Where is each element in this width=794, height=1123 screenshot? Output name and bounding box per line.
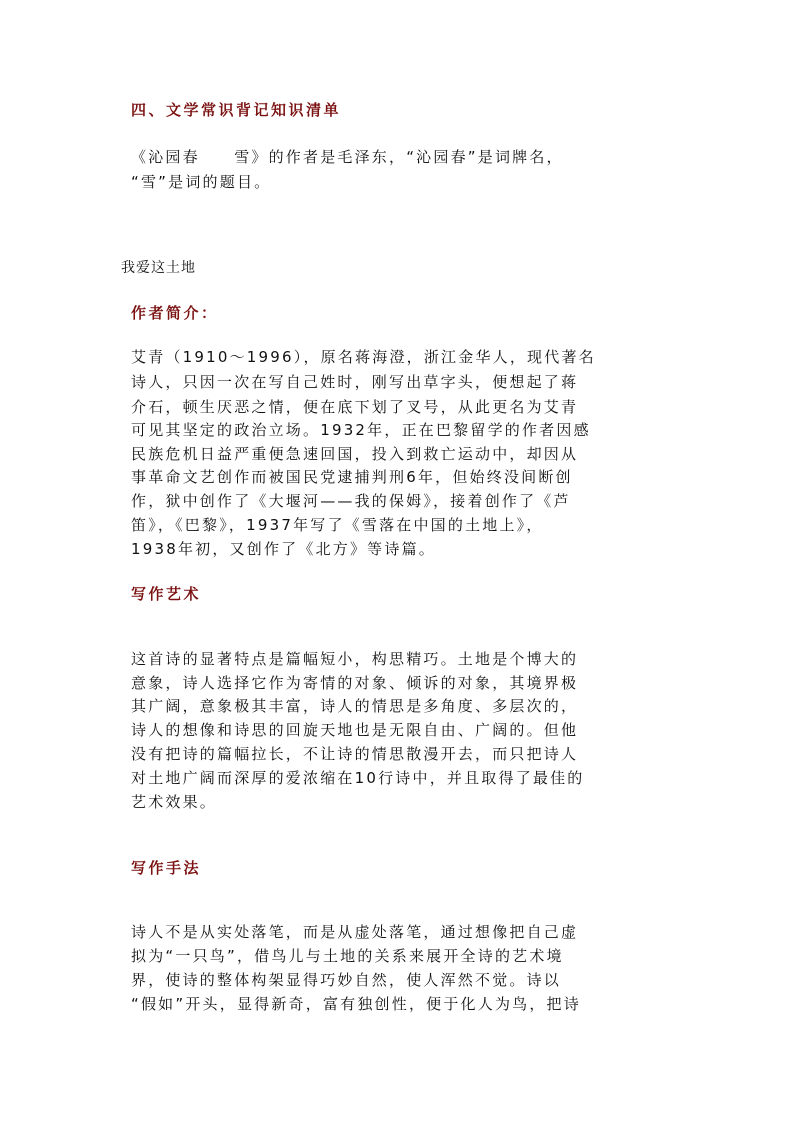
paragraph-line: 民族危机日益严重便急速回国，投入到救亡运动中，却因从 — [131, 445, 579, 463]
paragraph-line: 这首诗的显著特点是篇幅短小，构思精巧。土地是个博大的 — [131, 650, 579, 668]
paragraph-line: 意象，诗人选择它作为寄情的对象、倾诉的对象，其境界极 — [131, 674, 579, 692]
paragraph-line: 事革命文艺创作而被国民党逮捕判刑6年，但始终没间断创 — [131, 468, 573, 486]
paragraph-line: 《沁园春 雪》的作者是毛泽东，“沁园春”是词牌名， — [131, 148, 564, 166]
section-heading-literary-knowledge: 四、文学常识背记知识清单 — [131, 101, 342, 119]
paragraph-line: 可见其坚定的政治立场。1932年，正在巴黎留学的作者因感 — [131, 421, 591, 439]
paragraph-line: 诗人的想像和诗思的回旋天地也是无限自由、广阔的。但他 — [131, 721, 579, 739]
paragraph-line: 1938年初，又创作了《北方》等诗篇。 — [131, 540, 436, 558]
section-heading-writing-art: 写作艺术 — [131, 585, 202, 603]
paragraph-line: 对土地广阔而深厚的爱浓缩在10行诗中，并且取得了最佳的 — [131, 769, 585, 787]
paragraph-line: 艾青（1910～1996），原名蒋海澄，浙江金华人，现代著名 — [131, 348, 596, 366]
section-heading-author-intro: 作者简介： — [131, 304, 219, 322]
paragraph-line: 作，狱中创作了《大堰河——我的保姆》，接着创作了《芦 — [131, 492, 571, 510]
poem-title: 我爱这土地 — [121, 260, 196, 276]
paragraph-line: 没有把诗的篇幅拉长，不让诗的情思散漫开去，而只把诗人 — [131, 745, 579, 763]
paragraph-line: 诗人不是从实处落笔，而是从虚处落笔，通过想像把自己虚 — [131, 923, 579, 941]
paragraph-line: 介石，顿生厌恶之情，便在底下划了叉号，从此更名为艾青 — [131, 398, 579, 416]
paragraph-line: 诗人，只因一次在写自己姓时，刚写出草字头，便想起了蒋 — [131, 373, 579, 391]
paragraph-line: 笛》，《巴黎》，1937年写了《雪落在中国的土地上》， — [131, 516, 544, 534]
paragraph-line: 界，使诗的整体构架显得巧妙自然，使人浑然不觉。诗以 — [131, 971, 562, 989]
paragraph-line: “假如”开头，显得新奇，富有独创性，便于化人为鸟，把诗 — [131, 995, 581, 1013]
paragraph-line: 其广阔，意象极其丰富，诗人的情思是多角度、多层次的， — [131, 697, 579, 715]
paragraph-line: 拟为“一只鸟”，借鸟儿与土地的关系来展开全诗的艺术境 — [131, 947, 564, 965]
section-heading-writing-technique: 写作手法 — [131, 859, 202, 877]
paragraph-line: 艺术效果。 — [131, 793, 218, 811]
paragraph-line: “雪”是词的题目。 — [131, 173, 272, 191]
